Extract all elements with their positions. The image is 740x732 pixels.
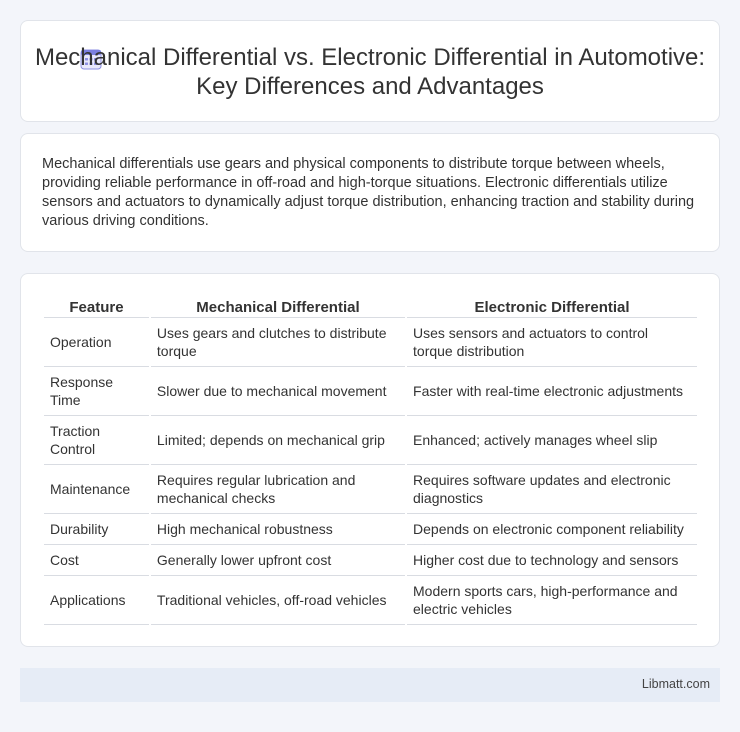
mechanical-cell: Slower due to mechanical movement <box>151 367 405 416</box>
mechanical-cell: Uses gears and clutches to distribute torque <box>151 318 405 367</box>
feature-cell: Maintenance <box>44 465 149 514</box>
mechanical-cell: Generally lower upfront cost <box>151 545 405 576</box>
feature-cell: Response Time <box>44 367 149 416</box>
feature-cell: Applications <box>44 576 149 625</box>
table-row <box>44 514 697 545</box>
intro-card <box>20 133 720 252</box>
comparison-table <box>42 296 699 625</box>
mechanical-cell: Requires regular lubrication and mechanical checks <box>151 465 405 514</box>
table-row <box>44 318 697 367</box>
header-mechanical: Mechanical Differential <box>151 296 405 318</box>
mechanical-cell: Limited; depends on mechanical grip <box>151 416 405 465</box>
footer-brand[interactable]: Libmatt.com <box>641 677 710 691</box>
mechanical-cell: High mechanical robustness <box>151 514 405 545</box>
electronic-cell: Depends on electronic component reliability <box>407 514 697 545</box>
comparison-card <box>20 273 720 647</box>
intro-paragraph: Mechanical differentials use gears and physical components to distribute torque between wheels, providing reliable performance in off-road and high-torque situations. Electronic differentials utilize sensors and actuators to dynamically adjust torque distribution, enhancing traction and stability during various driving conditions. <box>42 156 695 229</box>
table-row <box>44 465 697 514</box>
electronic-cell: Higher cost due to technology and sensors <box>407 545 697 576</box>
electronic-cell: Modern sports cars, high-performance and electric vehicles <box>407 576 697 625</box>
title-card <box>20 20 720 122</box>
table-row <box>44 367 697 416</box>
table-row <box>44 576 697 625</box>
table-header-row <box>44 296 697 318</box>
page-title: Mechanical Differential vs. Electronic Differential in Automotive: Key Differences and Advantages <box>34 44 706 100</box>
electronic-cell: Uses sensors and actuators to control torque distribution <box>407 318 697 367</box>
mechanical-cell: Traditional vehicles, off-road vehicles <box>151 576 405 625</box>
footer-bar <box>20 668 720 702</box>
electronic-cell: Requires software updates and electronic diagnostics <box>407 465 697 514</box>
feature-cell: Durability <box>44 514 149 545</box>
electronic-cell: Faster with real-time electronic adjustments <box>407 367 697 416</box>
table-row <box>44 416 697 465</box>
feature-cell: Cost <box>44 545 149 576</box>
feature-cell: Traction Control <box>44 416 149 465</box>
header-feature: Feature <box>44 296 149 318</box>
table-row <box>44 545 697 576</box>
feature-cell: Operation <box>44 318 149 367</box>
electronic-cell: Enhanced; actively manages wheel slip <box>407 416 697 465</box>
header-electronic: Electronic Differential <box>407 296 697 318</box>
